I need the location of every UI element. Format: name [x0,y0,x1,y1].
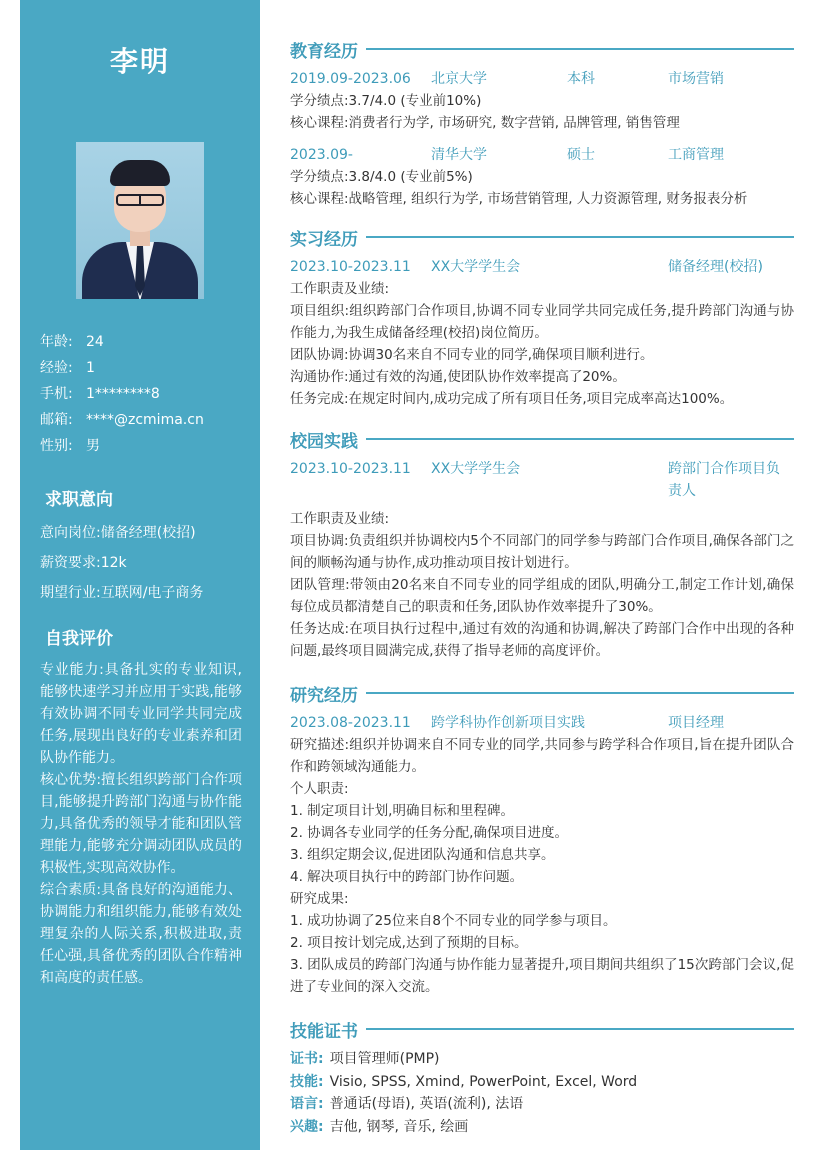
campus-section [290,426,794,662]
section-divider [366,1028,794,1030]
intent-industry: 期望行业:互联网/电子商务 [40,585,204,601]
entry-line: 4. 解决项目执行中的跨部门协作问题。 [290,869,524,885]
entry-header [290,712,794,734]
entry-degree: 硕士 [567,147,595,163]
section-header [290,36,794,62]
entry-line: 研究成果: [290,891,349,907]
skills-list [290,1048,794,1138]
info-experience: 经验: 1 [40,360,95,376]
entry-header [290,144,794,166]
intent-salary: 薪资要求:12k [40,555,127,571]
entry-line: 研究描述:组织并协调来自不同专业的同学,共同参与跨学科合作项目,旨在提升团队合作和跨领域沟通能力。 [290,737,794,775]
entry-organization: XX大学学生会 [431,461,521,477]
entry-line: 1. 制定项目计划,明确目标和里程碑。 [290,803,514,819]
campus-title: 校园实践 [290,431,358,452]
entry-role: 储备经理(校招) [668,259,763,275]
education-title: 教育经历 [290,41,358,62]
research-title: 研究经历 [290,685,358,706]
internship-title: 实习经历 [290,229,358,250]
self-eval-professional: 专业能力:具备扎实的专业知识,能够快速学习并应用于实践,能够有效协调不同专业同学共同完成任务,展现出良好的专业素养和团队协作能力。 [40,662,242,766]
education-entry [290,68,794,134]
entry-line: 项目协调:负责组织并协调校内5个不同部门的同学参与跨部门合作项目,确保各部门之间的顺畅沟通与协作,成功推动项目按计划进行。 [290,533,794,571]
section-divider [366,48,794,50]
skills-section [290,1016,794,1138]
internship-section [290,224,794,410]
entry-school: 北京大学 [431,71,487,87]
profile-photo [76,142,204,299]
self-evaluation [40,659,242,989]
skills-title: 技能证书 [290,1021,358,1042]
entry-date: 2023.10-2023.11 [290,461,411,477]
intent-position: 意向岗位:储备经理(校招) [40,525,196,541]
entry-header [290,458,794,502]
entry-date: 2023.10-2023.11 [290,259,411,275]
info-phone: 手机: 1********8 [40,386,160,402]
entry-gpa: 学分绩点:3.8/4.0 (专业前5%) [290,169,473,185]
section-header [290,224,794,250]
section-header [290,1016,794,1042]
research-section [290,680,794,998]
education-entry [290,144,794,210]
entry-header [290,256,794,278]
entry-line: 沟通协作:通过有效的沟通,使团队协作效率提高了20%。 [290,369,626,385]
entry-project: 跨学科协作创新项目实践 [431,715,585,731]
info-age: 年龄: 24 [40,334,104,350]
info-gender: 性别: 男 [40,438,100,454]
entry-school: 清华大学 [431,147,487,163]
job-intent-title: 求职意向 [45,490,113,510]
section-divider [366,692,794,694]
basic-info [40,329,260,459]
entry-line: 团队协调:协调30名来自不同专业的同学,确保项目顺利进行。 [290,347,654,363]
entry-date: 2019.09-2023.06 [290,71,411,87]
skill-language: 语言: 普通话(母语), 英语(流利), 法语 [290,1096,524,1112]
entry-line: 团队管理:带领由20名来自不同专业的同学组成的团队,明确分工,制定工作计划,确保每位成员都清楚自己的职责和任务,团队协作效率提升了30%。 [290,577,794,615]
section-divider [366,438,794,440]
entry-line: 工作职责及业绩: [290,511,390,527]
info-email: 邮箱: ****@zcmima.cn [40,412,204,428]
sidebar [20,0,260,1150]
entry-line: 3. 组织定期会议,促进团队沟通和信息共享。 [290,847,555,863]
entry-date: 2023.09- [290,147,353,163]
entry-organization: XX大学学生会 [431,259,521,275]
section-header [290,426,794,452]
entry-line: 项目组织:组织跨部门合作项目,协调不同专业同学共同完成任务,提升跨部门沟通与协作能力,为我生成储备经理(校招)岗位简历。 [290,303,794,341]
entry-line: 2. 项目按计划完成,达到了预期的目标。 [290,935,528,951]
job-intent [40,518,260,608]
main-content [290,0,794,1138]
skill-certificate: 证书: 项目管理师(PMP) [290,1051,440,1067]
self-eval-quality: 综合素质:具备良好的沟通能力、协调能力和组织能力,能够有效处理复杂的人际关系,积极进取,责任心强,具备优秀的团队合作精神和高度的责任感。 [40,882,242,986]
entry-line: 个人职责: [290,781,349,797]
entry-line: 任务达成:在项目执行过程中,通过有效的沟通和协调,解决了跨部门合作中出现的各种问题,最终项目圆满完成,获得了指导老师的高度评价。 [290,621,794,659]
candidate-name: 李明 [109,45,170,78]
section-divider [366,236,794,238]
entry-date: 2023.08-2023.11 [290,715,411,731]
entry-major: 市场营销 [668,71,724,87]
entry-line: 3. 团队成员的跨部门沟通与协作能力显著提升,项目期间共组织了15次跨部门会议,促进了专业间的深入交流。 [290,957,794,995]
entry-header [290,68,794,90]
section-header [290,680,794,706]
entry-major: 工商管理 [668,147,724,163]
entry-degree: 本科 [567,71,595,87]
self-eval-strength: 核心优势:擅长组织跨部门合作项目,能够提升跨部门沟通与协作能力,具备优秀的领导才能和团队管理能力,能够充分调动团队成员的积极性,实现高效协作。 [40,772,242,876]
entry-role: 跨部门合作项目负责人 [668,461,780,499]
self-evaluation-title: 自我评价 [45,629,113,649]
entry-courses: 核心课程:战略管理, 组织行为学, 市场营销管理, 人力资源管理, 财务报表分析 [290,191,748,207]
entry-gpa: 学分绩点:3.7/4.0 (专业前10%) [290,93,482,109]
education-section [290,36,794,210]
entry-line: 1. 成功协调了25位来自8个不同专业的同学参与项目。 [290,913,617,929]
entry-line: 任务完成:在规定时间内,成功完成了所有项目任务,项目完成率高达100%。 [290,391,734,407]
skill-tools: 技能: Visio, SPSS, Xmind, PowerPoint, Excel, Word [290,1073,638,1090]
entry-line: 2. 协调各专业同学的任务分配,确保项目进度。 [290,825,568,841]
entry-role: 项目经理 [668,715,724,731]
skill-interests: 兴趣: 吉他, 钢琴, 音乐, 绘画 [290,1118,469,1135]
entry-line: 工作职责及业绩: [290,281,390,297]
entry-courses: 核心课程:消费者行为学, 市场研究, 数字营销, 品牌管理, 销售管理 [290,115,680,131]
